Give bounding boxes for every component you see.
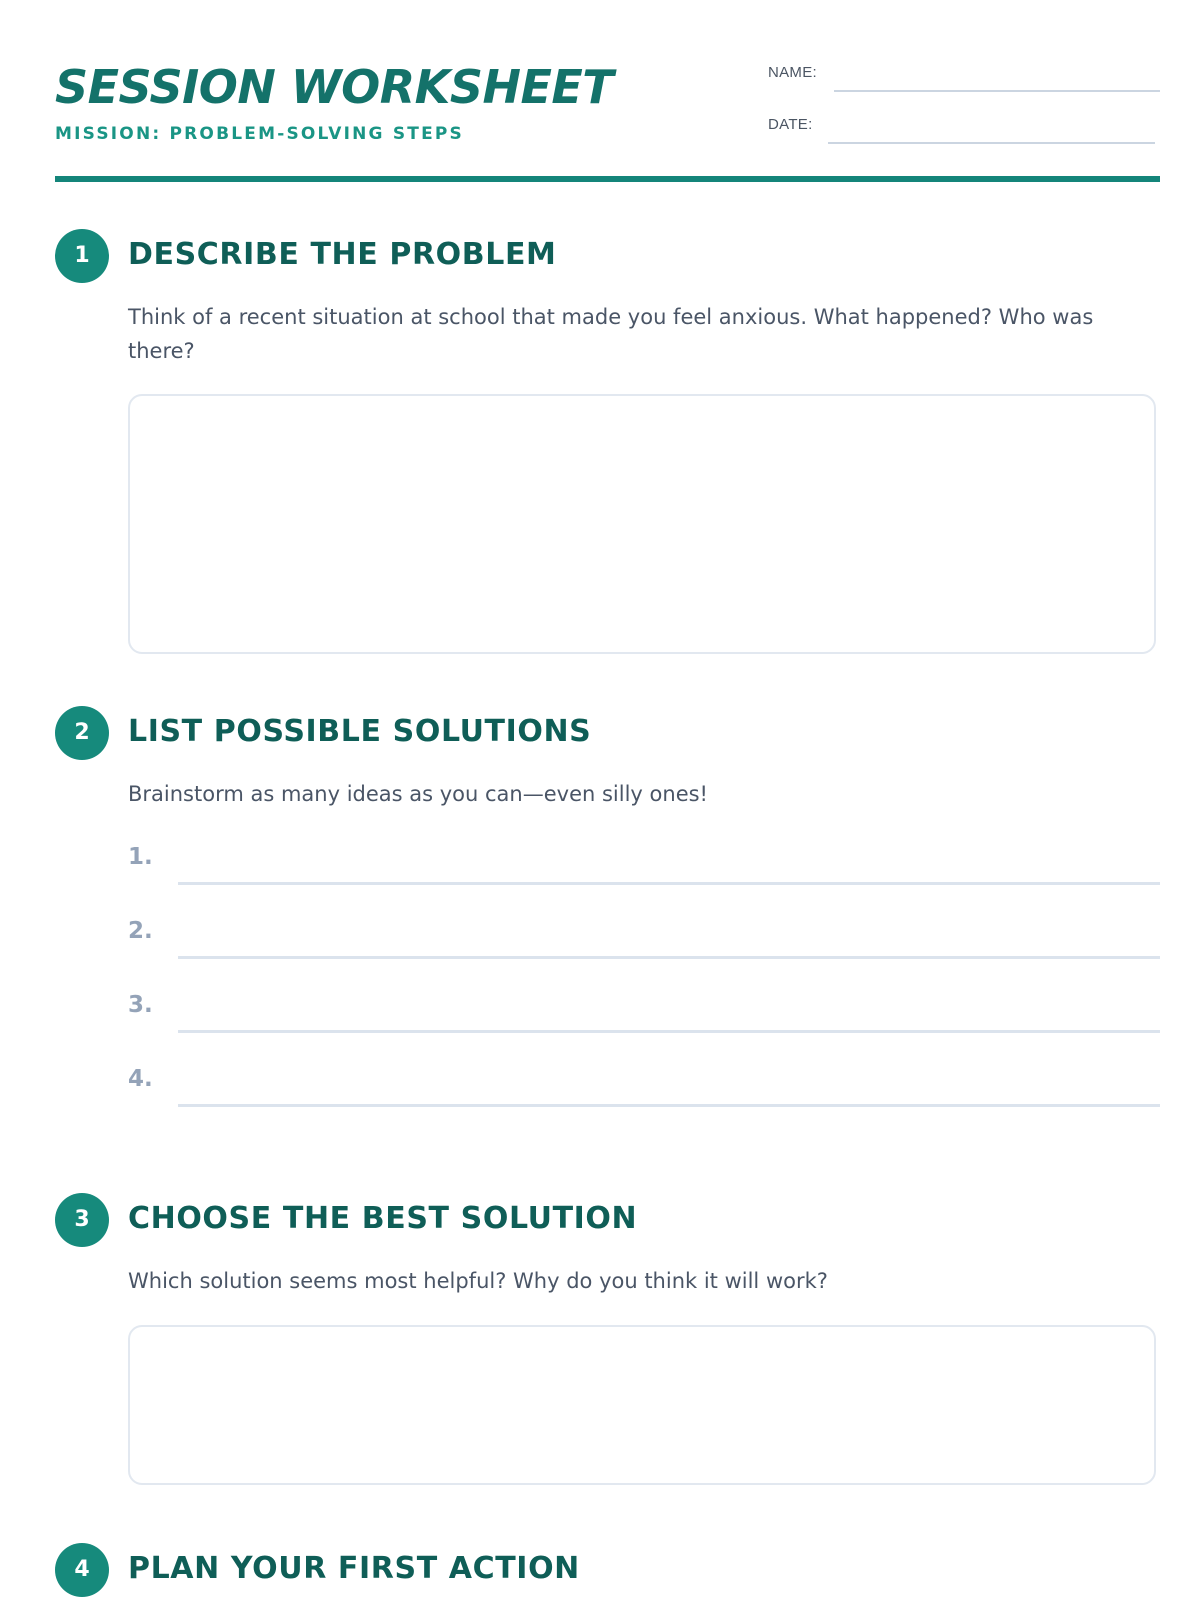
solution-item[interactable] xyxy=(128,992,1160,1066)
name-input-line[interactable] xyxy=(834,90,1160,92)
solution-input-line[interactable] xyxy=(178,1030,1160,1033)
section-describe-problem xyxy=(55,229,1160,659)
solution-input-line[interactable] xyxy=(178,956,1160,959)
page-subtitle: MISSION: PROBLEM-SOLVING STEPS xyxy=(55,124,464,144)
section-list-solutions xyxy=(55,706,1160,1116)
header-divider xyxy=(55,176,1160,182)
section-prompt: Brainstorm as many ideas as you can—even silly ones! xyxy=(128,782,708,806)
solution-item[interactable] xyxy=(128,844,1160,918)
section-choose-solution xyxy=(55,1193,1160,1493)
solutions-list xyxy=(128,844,1160,1140)
best-solution-answer-box[interactable] xyxy=(128,1325,1156,1485)
page-title: SESSION WORKSHEET xyxy=(55,60,614,114)
date-label: DATE: xyxy=(768,116,813,133)
solution-number: 3. xyxy=(128,992,153,1018)
solution-number: 4. xyxy=(128,1066,153,1092)
solution-input-line[interactable] xyxy=(178,882,1160,885)
section-title: CHOOSE THE BEST SOLUTION xyxy=(128,1201,638,1236)
problem-answer-box[interactable] xyxy=(128,394,1156,654)
step-badge: 3 xyxy=(55,1193,109,1247)
section-prompt: Think of a recent situation at school that made you feel anxious. What happened? Who was there? xyxy=(128,305,1094,363)
date-input-line[interactable] xyxy=(828,142,1155,144)
section-prompt: Which solution seems most helpful? Why do you think it will work? xyxy=(128,1269,828,1293)
solution-item[interactable] xyxy=(128,918,1160,992)
section-title: PLAN YOUR FIRST ACTION xyxy=(128,1551,580,1586)
name-field[interactable] xyxy=(768,64,1160,94)
section-title: DESCRIBE THE PROBLEM xyxy=(128,237,557,272)
worksheet-page xyxy=(55,0,1160,1600)
worksheet-header xyxy=(55,0,1160,182)
solution-number: 2. xyxy=(128,918,153,944)
section-plan-action xyxy=(55,1543,1160,1600)
solution-number: 1. xyxy=(128,844,153,870)
step-badge: 2 xyxy=(55,706,109,760)
step-badge: 1 xyxy=(55,229,109,283)
name-label: NAME: xyxy=(768,64,818,81)
step-badge: 4 xyxy=(55,1543,109,1597)
section-title: LIST POSSIBLE SOLUTIONS xyxy=(128,714,592,749)
solution-input-line[interactable] xyxy=(178,1104,1160,1107)
solution-item[interactable] xyxy=(128,1066,1160,1140)
date-field[interactable] xyxy=(768,116,1160,146)
